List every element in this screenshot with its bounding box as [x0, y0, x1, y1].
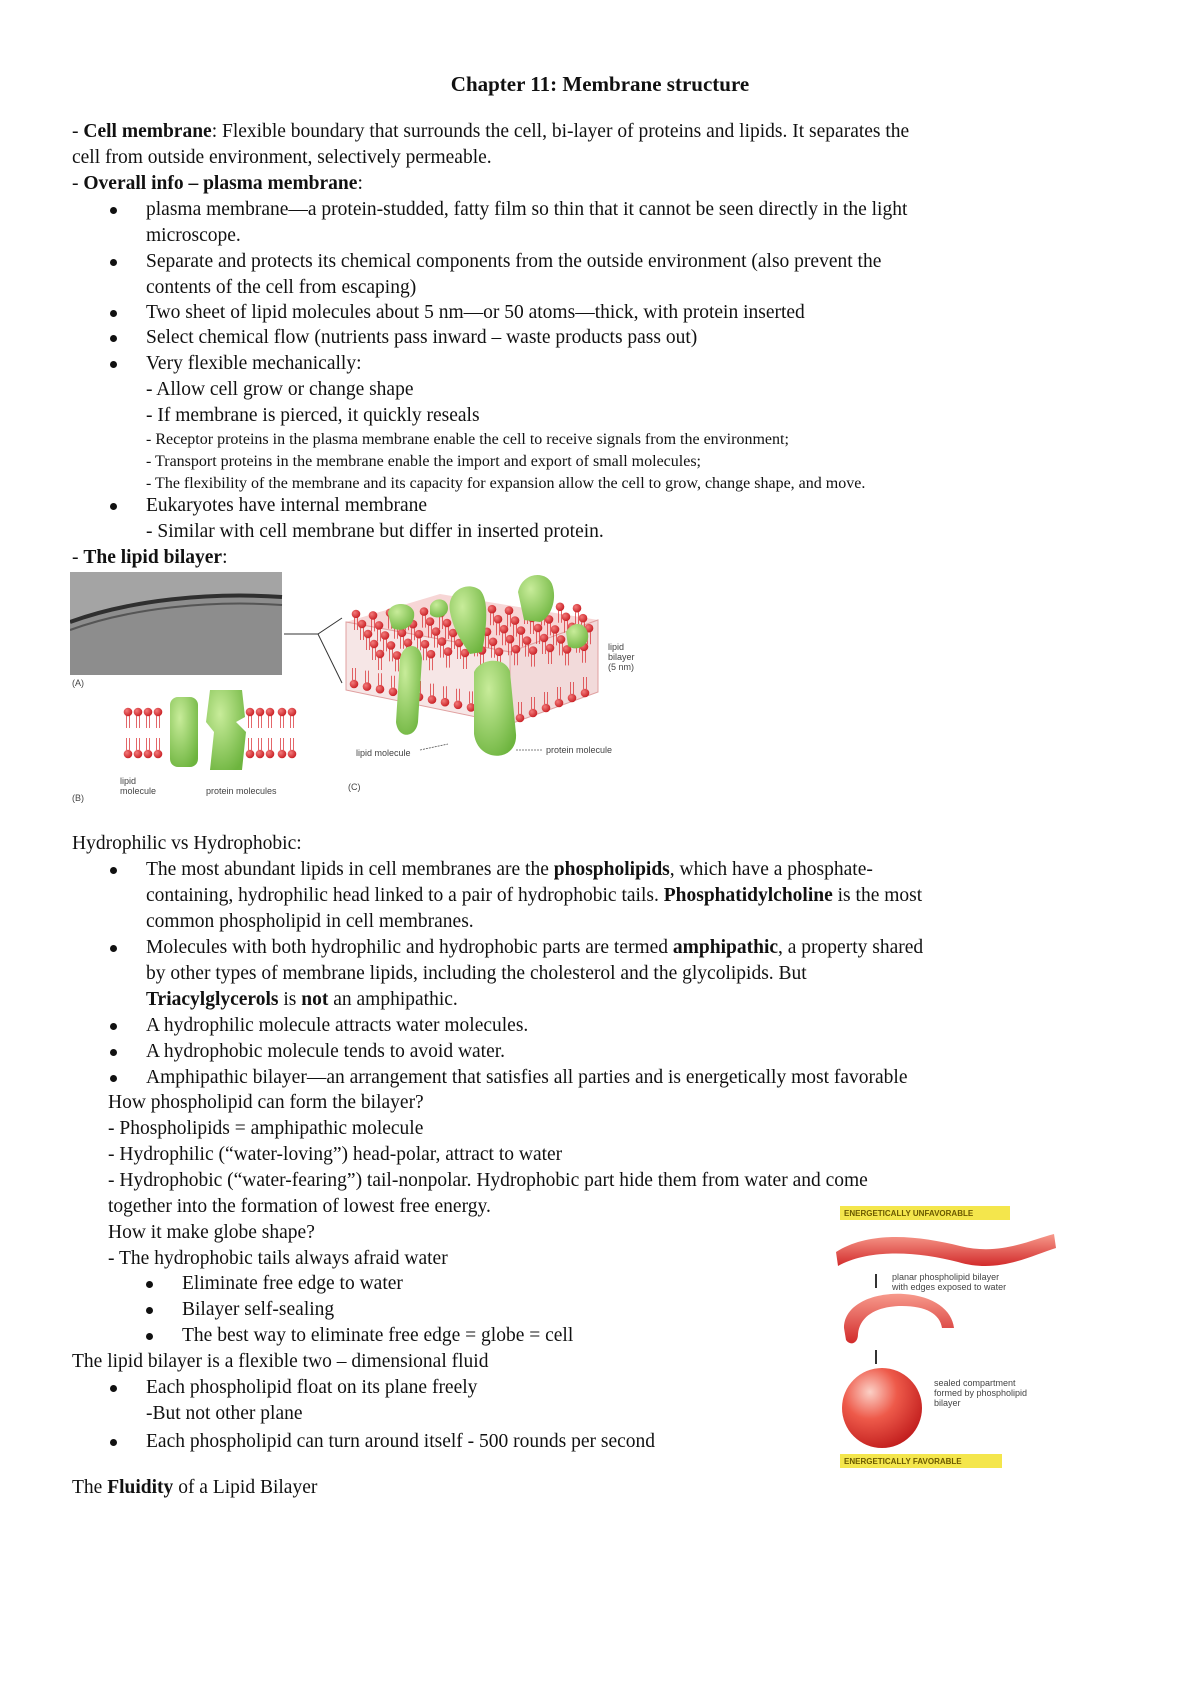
label-b: (B) [72, 793, 84, 803]
label-c: (C) [348, 782, 361, 792]
bullet-dot-icon [110, 1385, 117, 1392]
bullet-dot-icon [110, 867, 117, 874]
overall-heading: - Overall info – plasma membrane: [72, 173, 363, 194]
lipid-molecule-label: lipid molecule [356, 748, 411, 758]
bilayer-sealing-figure [830, 1200, 1080, 1480]
bilayer-diagram-b [124, 690, 297, 770]
fluid-heading: The lipid bilayer is a flexible two – dimensional fluid [72, 1351, 489, 1372]
bullet-dot-icon [110, 1439, 117, 1446]
sub-item-small: - The flexibility of the membrane and its capacity for expansion allow the cell to grow, change shape, and move. [146, 475, 866, 492]
bullet-continuation: containing, hydrophilic head linked to a pair of hydrophobic tails. Phosphatidylcholine is the most [146, 885, 923, 906]
b-lipid-label2: molecule [120, 786, 157, 796]
planar-bilayer-sheet [836, 1234, 1056, 1266]
bullet-continuation: -But not other plane [146, 1403, 303, 1424]
bullet-dot-icon [110, 335, 117, 342]
answer-line: - Hydrophobic (“water-fearing”) tail-nonpolar. Hydrophobic part hide them from water and come [108, 1170, 868, 1191]
hydrophilic-heading: Hydrophilic vs Hydrophobic: [72, 833, 302, 854]
bullet-dot-icon [110, 361, 117, 368]
answer-line: - Phospholipids = amphipathic molecule [108, 1118, 424, 1139]
lipid-bilayer-label2: bilayer [608, 652, 635, 662]
bullet-dot-icon [110, 1075, 117, 1082]
protein-molecule-label: protein molecule [546, 745, 613, 755]
lipid-bilayer-label3: (5 nm) [608, 662, 635, 672]
answer-line: together into the formation of lowest free energy. [108, 1196, 491, 1217]
curving-bilayer-sheet [844, 1294, 954, 1344]
sub-item: - Allow cell grow or change shape [146, 379, 414, 400]
bullet-continuation: contents of the cell from escaping) [146, 277, 417, 298]
bullet-dot-icon [110, 259, 117, 266]
sealed-label3: bilayer [934, 1398, 961, 1408]
bullet-dot-icon [110, 1023, 117, 1030]
sealed-label1: sealed compartment [934, 1378, 1016, 1388]
cell-membrane-line2: cell from outside environment, selectively permeable. [72, 147, 492, 168]
sub-item: - Similar with cell membrane but differ in inserted protein. [146, 521, 604, 542]
lipid-bilayer-heading: - The lipid bilayer: [72, 547, 228, 568]
unfavorable-label: ENERGETICALLY UNFAVORABLE [844, 1209, 974, 1218]
electron-micrograph [70, 572, 282, 675]
term-cell-membrane: Cell membrane [83, 121, 212, 142]
sub-item: - If membrane is pierced, it quickly reseals [146, 405, 480, 426]
answer-line: - The hydrophobic tails always afraid water [108, 1248, 448, 1269]
bullet-continuation: by other types of membrane lipids, including the cholesterol and the glycolipids. But [146, 963, 807, 984]
bullet-continuation: Triacylglycerols is not an amphipathic. [146, 989, 458, 1010]
bullet-dot-icon [110, 945, 117, 952]
sealed-sphere [842, 1368, 922, 1448]
b-lipid-label1: lipid [120, 776, 137, 786]
sub-item-small: - Transport proteins in the membrane enable the import and export of small molecules; [146, 453, 701, 470]
sub-item-small: - Receptor proteins in the plasma membrane enable the cell to receive signals from the environment; [146, 431, 789, 448]
favorable-label: ENERGETICALLY FAVORABLE [844, 1457, 962, 1466]
question-line: How phospholipid can form the bilayer? [108, 1092, 424, 1113]
bullet-dot-icon [110, 1049, 117, 1056]
planar-label2: with edges exposed to water [892, 1282, 1007, 1292]
b-protein-label: protein molecules [206, 786, 277, 796]
label-a: (A) [72, 678, 84, 688]
membrane-3d-diagram-c [346, 575, 598, 756]
lipid-bilayer-label1: lipid [608, 642, 625, 652]
membrane-structure-figure [70, 572, 710, 812]
bullet-dot-icon [110, 310, 117, 317]
bullet-dot-icon [110, 207, 117, 214]
planar-label1: planar phospholipid bilayer [892, 1272, 1000, 1282]
bullet-dot-icon [146, 1307, 153, 1314]
page-title: Chapter 11: Membrane structure [450, 72, 750, 96]
answer-line: - Hydrophilic (“water-loving”) head-polar, attract to water [108, 1144, 563, 1165]
bullet-dot-icon [146, 1333, 153, 1340]
bullet-dot-icon [110, 503, 117, 510]
fluidity-heading: The Fluidity of a Lipid Bilayer [72, 1477, 318, 1498]
bullet-dot-icon [146, 1281, 153, 1288]
document-page: Chapter 11: Membrane structure - Cell membrane: Flexible boundary that surrounds the cell, bi-layer of proteins and lipids. It separates the cell from outside environment, selectively permeable. - Overall info – plasma membrane: plasma membrane—a protein-studded, fatty film so thin that it cannot be seen directly in the light microscope. Separate and protects its chemical components from the outside environment (also prevent the contents of the cell from escaping) Two sheet of lipid molecules about 5 nm—or 50 atoms—thick, with protein inserted Select chemical flow (nutrients pass inward – waste products pass out) Very flexible mechanically: - Allow cell grow or change shape - If membrane is pierced, it quickly reseals - Receptor proteins in the plasma membrane enable the cell to receive signals from the environment; - Transport proteins in the membrane enable the import and export of small molecules; - The flexibility of the membrane and its capacity for expansion allow the cell to grow, change shape, and move. Eukaryotes have internal membrane - Similar with cell membrane but differ in inserted protein. - The lipid bilayer: (A) lipid molecule protein molecules (B) lipid bilayer (5 nm) lipid molecule protein molecule (C) Hydrophilic vs Hydrophobic: The most abundant lipids in cell membranes are the phospholipids, which have a phosphate- containing, hydrophilic head linked to a pair of hydrophobic tails. Phosphatidylcholine is the most common phospholipid in cell membranes. Molecules with both hydrophilic and hydrophobic parts are termed amphipathic, a property shared by other types of membrane lipids, including the cholesterol and the glycolipids. But Triacylglycerols is not an amphipathic. A hydrophilic molecule attracts water molecules. A hydrophobic molecule tends to avoid water. Amphipathic bilayer—an arrangement that satisfies all parties and is energetically most favorable How phospholipid can form the bilayer? - Phospholipids = amphipathic molecule - Hydrophilic (“water-loving”) head-polar, attract to water - Hydrophobic (“water-fearing”) tail-nonpolar. Hydrophobic part hide them from water and come together into the formation of lowest free energy. How it make globe shape? - The hydrophobic tails always afraid water Eliminate free edge to water Bilayer self-sealing The best way to eliminate free edge = globe = cell The lipid bilayer is a flexible two – dimensional fluid Each phospholipid float on its plane freely -But not other plane Each phospholipid can turn around itself - 500 rounds per second The Fluidity of a Lipid Bilayer ENERGETICALLY UNFAVORABLE planar phospholipid bilayer with edges exposed to water sealed compartment formed by phospholipid bilayer ENERGETICALLY FAVORABLE [0, 0, 1200, 1696]
cell-membrane-line1: - Cell membrane: Flexible boundary that surrounds the cell, bi-layer of proteins and lipids. It separates the [72, 121, 910, 142]
bullet-continuation: common phospholipid in cell membranes. [146, 911, 474, 932]
sealed-label2: formed by phospholipid [934, 1388, 1028, 1398]
bullet-continuation: microscope. [146, 225, 241, 246]
question-line: How it make globe shape? [108, 1222, 315, 1243]
